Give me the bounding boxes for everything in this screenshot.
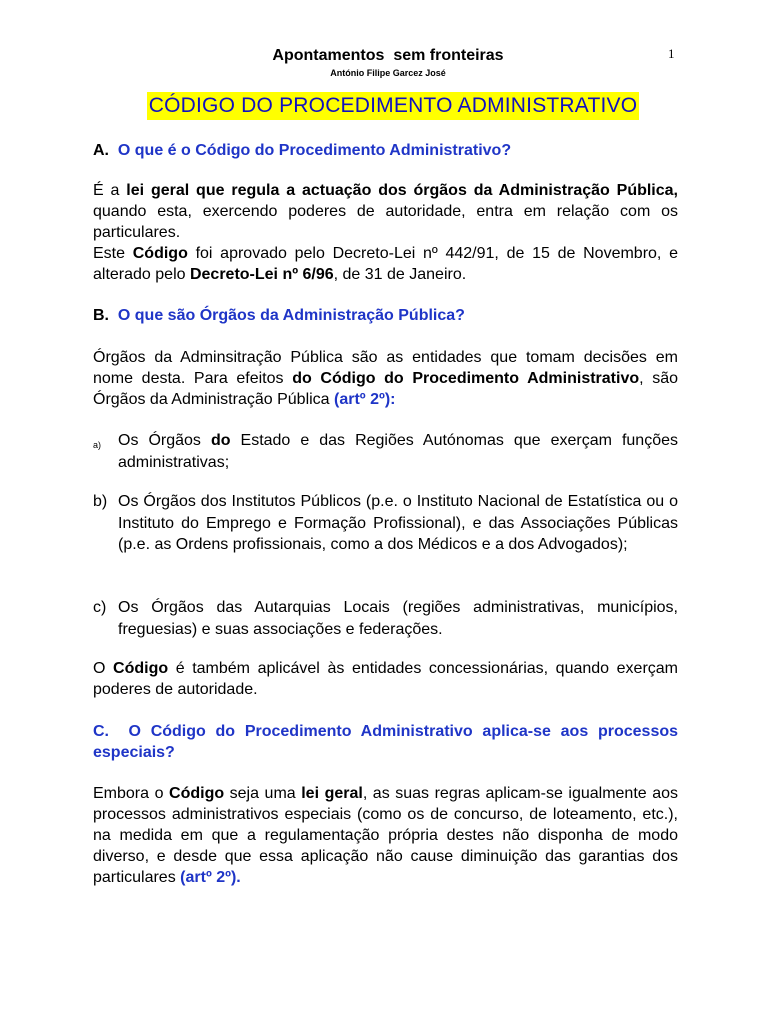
document-title-wrapper — [0, 92, 768, 120]
section-a-paragraph-2 — [93, 243, 678, 285]
list-marker: c) — [93, 599, 107, 616]
text-run: Embora o — [93, 785, 170, 802]
article-reference: (artº 2º): — [334, 391, 396, 408]
text-run: , as suas regras aplicam-se igualmente aos processos administrativos especiais (como os de concurso, de loteamento, etc.), na medida em que a regulamentação própria destes não disponha de modo diverso, e desde que essa aplicação não cause diminuição das garantias dos particulares — [93, 785, 679, 886]
bold-run: do Código do Procedimento Administrativo — [292, 370, 640, 387]
document-title: CÓDIGO DO PROCEDIMENTO ADMINISTRATIVO — [147, 92, 640, 120]
header-title: Apontamentos sem fronteiras — [272, 47, 504, 64]
bold-run: lei geral — [301, 785, 363, 802]
list-item — [93, 597, 678, 640]
text-run: Estado e das Regiões Autónomas que exerçam funções administrativas; — [118, 432, 678, 471]
bold-run: Código — [132, 245, 188, 262]
list-item-text — [118, 430, 678, 473]
bold-run: Código — [113, 660, 169, 677]
bold-run: Código — [169, 785, 225, 802]
section-a-heading — [93, 140, 678, 161]
section-a-paragraph-1 — [93, 180, 678, 243]
list-item — [93, 430, 678, 473]
section-c-paragraph — [93, 783, 678, 888]
text-run: quando esta, exercendo poderes de autoridade, entra em relação com os particulares. — [93, 203, 678, 241]
text-run: foi aprovado pelo Decreto-Lei nº 442/91, de 15 de Novembro, e alterado pelo — [93, 245, 678, 283]
list-item-text: Os Órgãos dos Institutos Públicos (p.e. o Instituto Nacional de Estatística ou o Instituto do Emprego e Formação Profissional), e das Associações Públicas (p.e. as Ordens profissionais, como a dos Médicos e a dos Advogados); — [118, 493, 678, 553]
bold-run: Decreto-Lei nº 6/96 — [189, 266, 334, 283]
bold-run: lei geral que regula a actuação dos órgãos da Administração Pública, — [126, 182, 678, 199]
text-run: Órgãos da Adminsitração Pública são as entidades que tomam decisões em nome desta. Para efeitos — [93, 349, 678, 387]
section-b-letter: B. — [93, 307, 109, 324]
section-c-heading — [93, 721, 678, 763]
list-item-text: Os Órgãos das Autarquias Locais (regiões administrativas, municípios, freguesias) e suas associações e federações. — [118, 599, 678, 638]
section-b-heading — [93, 305, 678, 326]
bold-run: do — [210, 432, 231, 449]
text-run: , de 31 de Janeiro. — [333, 266, 467, 283]
list-marker: b) — [93, 493, 108, 510]
section-c-letter: C. — [93, 723, 109, 740]
article-reference: (artº 2º). — [180, 869, 241, 886]
section-a-question: O que é o Código do Procedimento Administrativo? — [117, 142, 512, 159]
text-run: O — [93, 660, 114, 677]
text-run: , são Órgãos da Administração Pública — [93, 370, 679, 408]
section-b-question: O que são Órgãos da Administração Pública? — [117, 307, 465, 324]
text-run: É a — [93, 182, 127, 199]
section-a-letter: A. — [93, 142, 109, 159]
section-b-intro — [93, 347, 678, 410]
text-run: Este — [93, 245, 133, 262]
section-c-question: O Código do Procedimento Administrativo aplica-se aos processos especiais? — [93, 723, 679, 761]
text-run: é também aplicável às entidades concessionárias, quando exerçam poderes de autoridade. — [93, 660, 679, 698]
text-run: seja uma — [224, 785, 302, 802]
list-item — [93, 491, 678, 556]
text-run: Os Órgãos — [118, 432, 211, 449]
header-author: António Filipe Garcez José — [330, 68, 446, 78]
page-number: 1 — [668, 46, 675, 61]
section-b-closing — [93, 658, 678, 700]
list-marker: a) — [93, 440, 102, 450]
